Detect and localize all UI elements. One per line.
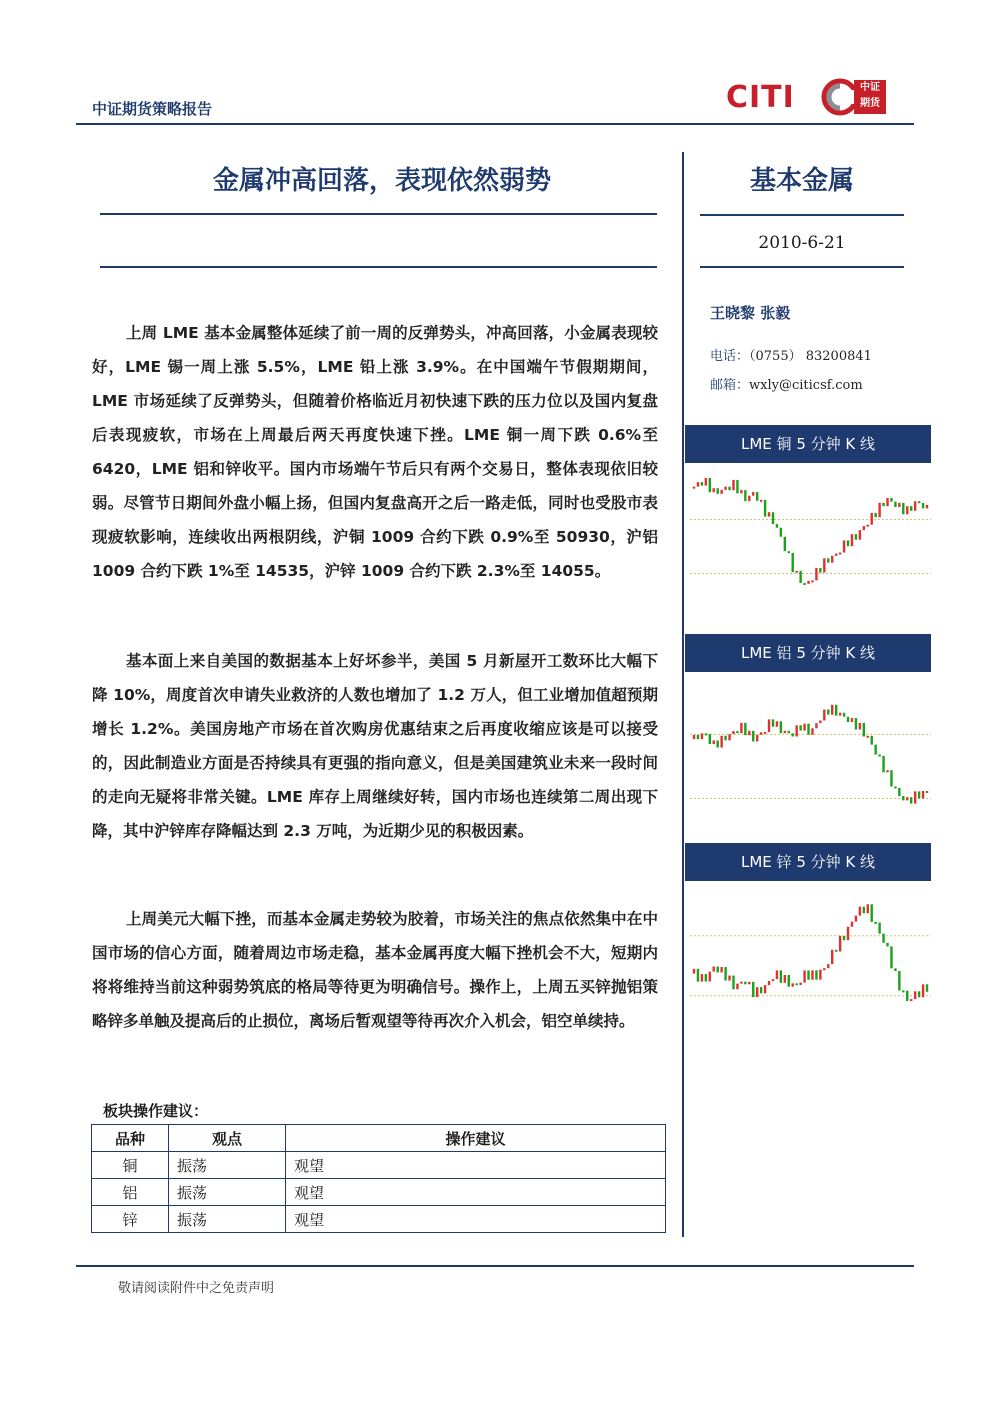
table-label: 板块操作建议： xyxy=(103,1102,209,1120)
candlestick xyxy=(823,968,825,970)
candlestick xyxy=(835,950,837,952)
candlestick xyxy=(807,724,809,735)
candlestick xyxy=(720,967,722,972)
title-rule-1 xyxy=(100,213,657,215)
sector-title: 基本金属 xyxy=(749,166,854,196)
candlestick xyxy=(926,505,928,508)
report-title: 金属冲高回落，表现依然弱势 xyxy=(212,166,551,196)
candlestick xyxy=(780,970,782,982)
candlestick xyxy=(926,791,928,793)
paragraph-market-review: 上周 LME 基本金属整体延续了前一周的反弹势头，冲高回落，小金属表现较好，LME 锡一周上涨 5.5%，LME 铅上涨 3.9%。在中国端午节假期期间，LME 市场延续了反弹势头，但随着价格临近月初快速下跌的压力位以及国内复盘后表现疲软，市场在上周最后两天再度快速下挫。LME 铜一周下跌 0.6%至 6420，LME 铝和锌收平。国内市场端午节后只有两个交易日，整体表现依旧较弱。尽管节日期间外盘小幅上扬，但国内复盘高开之后一路走低，同时也受股市表现疲软影响，连续收出两根阴线，沪铜 1009 合约下跌 0.9%至 50930，沪铝 1009 合约下跌 1%至 14535，沪锌 1009 合约下跌 2.3%至 14055。 xyxy=(92,324,658,580)
candlestick xyxy=(902,503,904,514)
candlestick xyxy=(736,984,738,990)
candlestick xyxy=(922,503,924,508)
candlestick xyxy=(720,736,722,748)
table-row xyxy=(92,1152,666,1179)
candlestick xyxy=(874,922,876,924)
paragraph-strategy: 上周美元大幅下挫，而基本金属走势较为胶着，市场关注的焦点依然集中在中国市场的信心方面，随着周边市场走稳，基本金属再度大幅下挫机会不大，短期内将将维持当前这种弱势筑底的格局等待更为明确信号。操作上，上周五买锌抛铝策略锌多单触及提高后的止损位，离场后暂观望等待再次介入机会，铝空单续持。 xyxy=(92,910,658,1030)
logo-wordmark: CITI xyxy=(726,80,795,115)
candlestick xyxy=(851,922,853,927)
candlestick xyxy=(736,731,738,733)
candlestick xyxy=(740,723,742,733)
candlestick xyxy=(752,492,754,496)
candlestick xyxy=(701,482,703,486)
candlestick xyxy=(882,756,884,772)
candlestick xyxy=(871,904,873,922)
candlestick xyxy=(720,490,722,494)
candlestick xyxy=(827,964,829,968)
candlestick xyxy=(902,990,904,992)
candlestick xyxy=(867,525,869,527)
email-line xyxy=(710,374,863,393)
cell-view: 振荡 xyxy=(169,1206,286,1233)
candlestick xyxy=(878,503,880,517)
aluminium-chart-header: LME 铝 5 分钟 K 线 xyxy=(685,634,931,672)
candlestick xyxy=(705,974,707,981)
candlestick xyxy=(827,710,829,715)
candlestick xyxy=(831,556,833,563)
candlestick xyxy=(788,551,790,553)
candlestick xyxy=(716,966,718,972)
candlestick xyxy=(874,513,876,517)
candlestick xyxy=(799,571,801,583)
candlestick xyxy=(867,904,869,913)
candlestick xyxy=(894,502,896,507)
candlestick xyxy=(874,745,876,755)
aluminium-kline-chart xyxy=(690,673,931,819)
candlestick xyxy=(878,755,880,757)
candlestick xyxy=(795,725,797,736)
candlestick xyxy=(768,512,770,516)
candlestick xyxy=(748,731,750,735)
candlestick xyxy=(894,787,896,789)
candlestick xyxy=(922,791,924,799)
header-rule xyxy=(76,123,914,125)
candlestick xyxy=(772,512,774,524)
candlestick xyxy=(859,530,861,540)
candlestick xyxy=(784,975,786,983)
candlestick xyxy=(776,524,778,528)
candlestick xyxy=(839,553,841,555)
candlestick xyxy=(752,982,754,997)
candlestick xyxy=(792,733,794,736)
candlestick xyxy=(693,969,695,974)
copper-kline-chart xyxy=(690,464,931,610)
logo-badge: 中证 期货 xyxy=(854,80,886,114)
candlestick xyxy=(788,975,790,987)
candlestick xyxy=(835,554,837,556)
table-row xyxy=(92,1179,666,1206)
candlestick xyxy=(863,723,865,737)
candlestick xyxy=(780,721,782,733)
candlestick xyxy=(835,705,837,716)
candlestick xyxy=(819,720,821,723)
candlestick xyxy=(871,513,873,525)
candlestick xyxy=(756,492,758,501)
candlestick xyxy=(744,490,746,501)
candlestick xyxy=(752,731,754,742)
candlestick xyxy=(784,537,786,551)
candlestick xyxy=(815,723,817,728)
candlestick xyxy=(713,488,715,492)
candlestick xyxy=(890,498,892,502)
candlestick xyxy=(886,498,888,506)
candlestick xyxy=(906,506,908,514)
candlestick xyxy=(894,968,896,971)
candlestick xyxy=(807,970,809,979)
candlestick xyxy=(713,966,715,971)
candlestick xyxy=(732,976,734,990)
candlestick xyxy=(827,558,829,562)
candlestick xyxy=(855,534,857,540)
sector-rule-1 xyxy=(700,214,904,216)
candlestick xyxy=(898,971,900,990)
candlestick xyxy=(705,478,707,486)
candlestick xyxy=(823,558,825,572)
candlestick xyxy=(728,734,730,740)
candlestick xyxy=(811,728,813,734)
candlestick xyxy=(724,487,726,490)
zinc-kline-chart xyxy=(690,882,931,1040)
candlestick xyxy=(890,946,892,968)
candlestick xyxy=(760,500,762,502)
candlestick xyxy=(815,568,817,580)
candlestick xyxy=(724,967,726,981)
paragraph-fundamentals: 基本面上来自美国的数据基本上好坏参半，美国 5 月新屋开工数环比大幅下降 10%，周度首次申请失业救济的人数也增加了 1.2 万人，但工业增加值超预期增长 1.2%。美国房地产市场在首次购房优惠结束之后再度收缩应该是可以接受的，因此制造业方面是否持续具有更强的指向意义，但是美国建筑业未来一段时间的走向无疑将非常关键。LME 库存上周继续好转，国内市场也连续第二周出现下降，其中沪锌库存降幅达到 2.3 万吨，为近期少见的积极因素。 xyxy=(92,652,658,840)
cell-variety: 铝 xyxy=(92,1179,169,1206)
candlestick xyxy=(709,734,711,744)
candlestick xyxy=(697,482,699,487)
candlestick xyxy=(811,580,813,582)
candlestick xyxy=(807,581,809,584)
candlestick xyxy=(851,534,853,546)
candlestick xyxy=(811,970,813,979)
footer-rule xyxy=(76,1265,914,1267)
candlestick xyxy=(756,987,758,997)
copper-chart-header: LME 铜 5 分钟 K 线 xyxy=(685,425,931,463)
candlestick xyxy=(728,976,730,981)
candlestick xyxy=(784,731,786,733)
col-header-view: 观点 xyxy=(169,1125,286,1152)
disclaimer-note: 敬请阅读附件中之免责声明 xyxy=(118,1281,275,1296)
candlestick xyxy=(898,788,900,796)
candlestick xyxy=(772,979,774,981)
candlestick xyxy=(910,506,912,511)
candlestick xyxy=(863,526,865,530)
candlestick xyxy=(697,735,699,739)
phone-value: （0755） 83200841 xyxy=(749,349,872,364)
candlestick xyxy=(871,736,873,745)
candlestick xyxy=(744,982,746,985)
candlestick xyxy=(693,735,695,739)
candlestick xyxy=(788,731,790,733)
candlestick xyxy=(732,731,734,734)
table-header-row xyxy=(92,1125,666,1152)
email-value: wxly@citicsf.com xyxy=(749,378,863,393)
candlestick xyxy=(843,540,845,552)
candlestick xyxy=(728,487,730,491)
candlestick xyxy=(914,501,916,511)
candlestick xyxy=(918,501,920,503)
cell-advice: 观望 xyxy=(286,1152,666,1179)
candlestick xyxy=(819,970,821,980)
candlestick xyxy=(847,717,849,722)
candlestick xyxy=(736,480,738,493)
cell-variety: 锌 xyxy=(92,1206,169,1233)
citics-logo xyxy=(726,78,914,118)
candlestick xyxy=(886,943,888,947)
candlestick xyxy=(839,936,841,952)
candlestick xyxy=(803,970,805,982)
candlestick xyxy=(906,991,908,1001)
candlestick xyxy=(713,740,715,744)
candlestick xyxy=(748,496,750,501)
col-header-advice: 操作建议 xyxy=(286,1125,666,1152)
report-date: 2010-6-21 xyxy=(758,233,846,253)
candlestick xyxy=(863,907,865,914)
candlestick xyxy=(701,733,703,739)
candlestick xyxy=(697,969,699,982)
candlestick xyxy=(705,733,707,735)
candlestick xyxy=(795,983,797,985)
cell-advice: 观望 xyxy=(286,1179,666,1206)
candlestick xyxy=(851,718,853,722)
candlestick xyxy=(709,972,711,982)
candlestick xyxy=(843,936,845,940)
email-label: 邮箱： xyxy=(710,378,750,393)
candlestick xyxy=(760,987,762,993)
column-divider xyxy=(682,152,684,1237)
candlestick xyxy=(839,713,841,716)
candlestick xyxy=(910,797,912,803)
candlestick xyxy=(709,478,711,492)
candlestick xyxy=(910,999,912,1001)
candlestick xyxy=(795,571,797,573)
candlestick xyxy=(760,732,762,735)
candlestick xyxy=(716,488,718,494)
candlestick xyxy=(803,583,805,585)
candlestick xyxy=(756,735,758,742)
cell-view: 振荡 xyxy=(169,1179,286,1206)
candlestick xyxy=(716,740,718,747)
candlestick xyxy=(867,736,869,738)
candlestick xyxy=(748,982,750,984)
candlestick xyxy=(831,950,833,964)
candlestick xyxy=(701,974,703,982)
candlestick xyxy=(764,732,766,734)
candlestick xyxy=(799,983,801,985)
candlestick xyxy=(859,907,861,916)
candlestick xyxy=(693,487,695,489)
candlestick xyxy=(906,797,908,800)
authors: 王晓黎 张毅 xyxy=(710,304,791,322)
zinc-chart-header: LME 锌 5 分钟 K 线 xyxy=(685,843,931,881)
candlestick xyxy=(859,723,861,730)
candlestick xyxy=(780,528,782,537)
table-row xyxy=(92,1206,666,1233)
candlestick xyxy=(882,934,884,943)
candlestick xyxy=(855,718,857,729)
candlestick xyxy=(724,736,726,741)
candlestick xyxy=(878,923,880,934)
cell-view: 振荡 xyxy=(169,1152,286,1179)
candlestick xyxy=(792,983,794,986)
report-series-title: 中证期货策略报告 xyxy=(92,100,213,118)
candlestick xyxy=(740,490,742,493)
candlestick xyxy=(819,568,821,573)
candlestick xyxy=(764,500,766,517)
candlestick xyxy=(815,970,817,979)
candlestick xyxy=(764,985,766,993)
candlestick xyxy=(768,719,770,732)
phone-line xyxy=(710,345,872,364)
candlestick xyxy=(926,984,928,991)
candlestick xyxy=(792,553,794,572)
candlestick xyxy=(914,791,916,803)
recommendation-table xyxy=(91,1124,666,1233)
sector-rule-2 xyxy=(700,266,904,268)
candlestick xyxy=(922,984,924,997)
candlestick xyxy=(918,791,920,798)
candlestick xyxy=(732,480,734,490)
candlestick xyxy=(843,713,845,717)
candlestick xyxy=(882,503,884,506)
candlestick xyxy=(776,970,778,979)
candlestick xyxy=(918,991,920,997)
cell-variety: 铜 xyxy=(92,1152,169,1179)
candlestick xyxy=(803,724,805,731)
candlestick xyxy=(855,916,857,922)
candlestick xyxy=(799,725,801,730)
candlestick xyxy=(890,770,892,786)
candlestick xyxy=(831,705,833,715)
candlestick xyxy=(914,991,916,999)
title-rule-2 xyxy=(100,266,657,268)
candlestick xyxy=(776,721,778,726)
candlestick xyxy=(902,796,904,800)
candlestick xyxy=(823,710,825,721)
candlestick xyxy=(898,503,900,507)
phone-label: 电话： xyxy=(710,349,750,364)
candlestick xyxy=(768,981,770,985)
candlestick xyxy=(744,723,746,735)
candlestick xyxy=(847,927,849,940)
cell-advice: 观望 xyxy=(286,1206,666,1233)
candlestick xyxy=(847,540,849,546)
col-header-variety: 品种 xyxy=(92,1125,169,1152)
candlestick xyxy=(886,770,888,772)
candlestick xyxy=(772,719,774,726)
candlestick xyxy=(740,982,742,984)
